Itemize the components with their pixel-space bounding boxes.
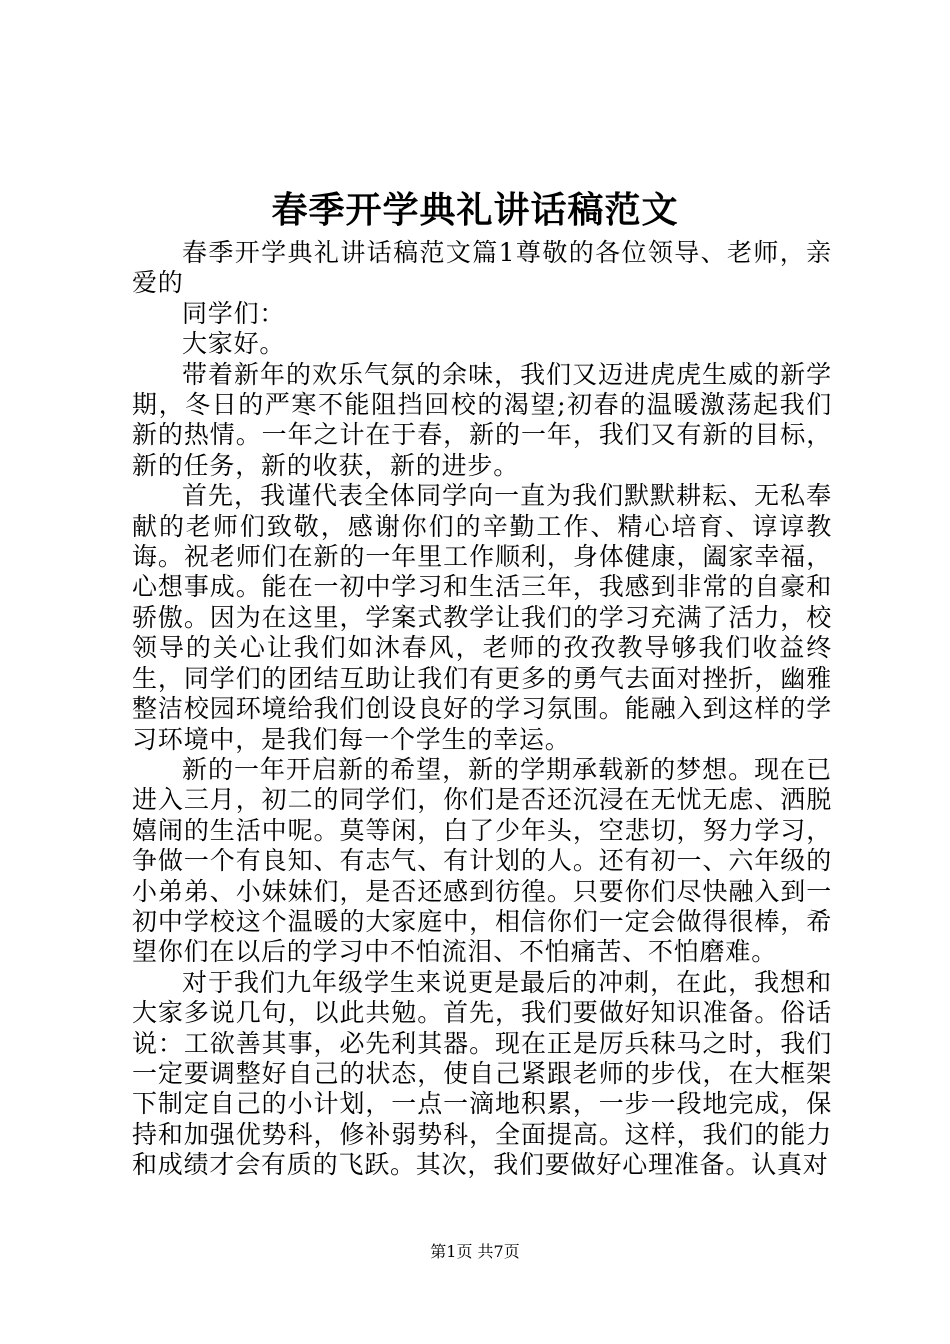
paragraph-new-term: 带着新年的欢乐气氛的余味，我们又迈进虎虎生威的新学期，冬日的严寒不能阻挡回校的渴望;初春的温暖激荡起我们新的热情。一年之计在于春，新的一年，我们又有新的目标，新的任务，新的收获，新的进步。 [132,359,832,480]
paragraph-ninth-grade: 对于我们九年级学生来说更是最后的冲刺，在此，我想和大家多说几句，以此共勉。首先，我们要做好知识准备。俗话说：工欲善其事，必先利其器。现在正是厉兵秣马之时，我们一定要调整好自己的状态，使自己紧跟老师的步伐，在大框架下制定自己的小计划，一点一滴地积累，一步一段地完成，保持和加强优势科，修补弱势科，全面提高。这样，我们的能力和成绩才会有质的飞跃。其次，我们要做好心理准备。认真对 [132,967,832,1180]
document-title: 春季开学典礼讲话稿范文 [271,189,679,231]
page-footer: 第1页 共7页 [430,1242,520,1261]
paragraph-intro: 春季开学典礼讲话稿范文篇1尊敬的各位领导、老师，亲爱的 [132,238,832,298]
document-body [132,238,832,1181]
paragraph-thanks-teachers: 首先，我谨代表全体同学向一直为我们默默耕耘、无私奉献的老师们致敬，感谢你们的辛勤工作、精心培育、谆谆教诲。祝老师们在新的一年里工作顺利，身体健康，阖家幸福，心想事成。能在一初中学习和生活三年，我感到非常的自豪和骄傲。因为在这里，学案式教学让我们的学习充满了活力，校领导的关心让我们如沐春风，老师的孜孜教导够我们收益终生，同学们的团结互助让我们有更多的勇气去面对挫折，幽雅整洁校园环境给我们创设良好的学习氛围。能融入到这样的学习环境中，是我们每一个学生的幸运。 [132,481,832,754]
paragraph-salutation: 同学们： [182,298,286,328]
paragraph-new-hope: 新的一年开启新的希望，新的学期承载新的梦想。现在已进入三月，初二的同学们，你们是否还沉浸在无忧无虑、洒脱嬉闹的生活中呢。莫等闲，白了少年头，空悲切，努力学习，争做一个有良知、有志气、有计划的人。还有初一、六年级的小弟弟、小妹妹们，是否还感到彷徨。只要你们尽快融入到一初中学校这个温暖的大家庭中，相信你们一定会做得很棒，希望你们在以后的学习中不怕流泪、不怕痛苦、不怕磨难。 [132,754,832,967]
paragraph-greeting: 大家好。 [182,329,286,359]
